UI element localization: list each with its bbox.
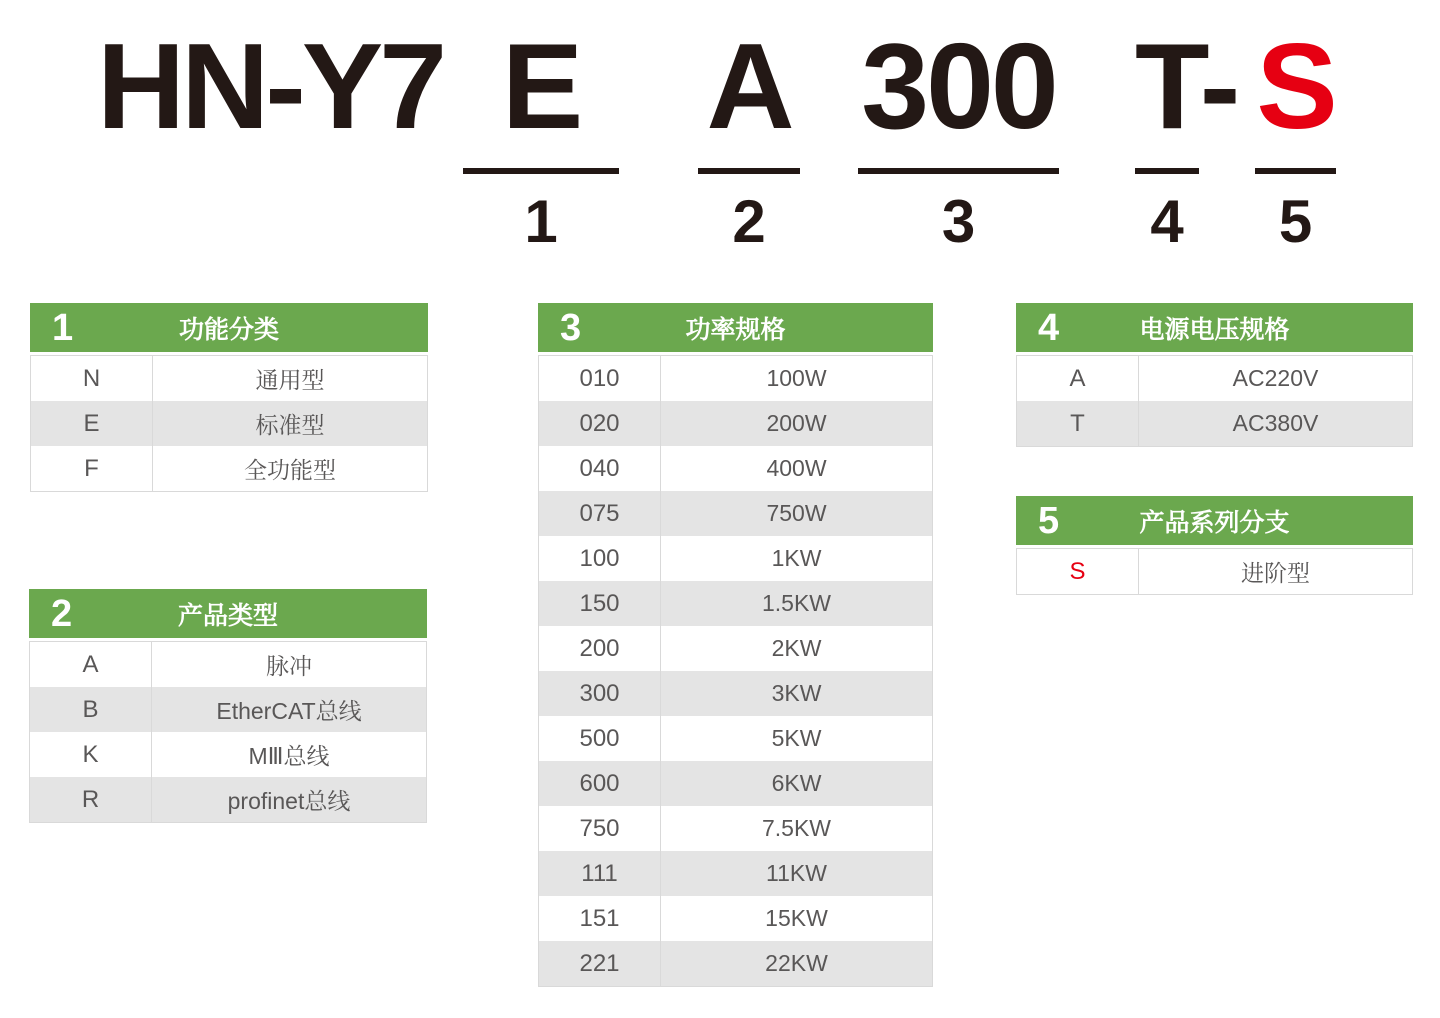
table-row	[30, 687, 426, 732]
row-description: AC220V	[1138, 356, 1412, 401]
row-description: 400W	[660, 446, 932, 491]
table-header-title: 功能分类	[178, 315, 279, 344]
row-code: T	[1070, 409, 1085, 437]
row-code: E	[83, 409, 100, 437]
table-row	[31, 401, 427, 446]
segment-number: 1	[524, 188, 558, 255]
table-header-number: 2	[51, 592, 73, 635]
row-description: profinet总线	[151, 777, 426, 822]
row-code: 111	[581, 859, 618, 887]
row-description: 脉冲	[151, 642, 426, 687]
table-row	[31, 446, 427, 491]
segment-underline	[463, 168, 619, 174]
table-body	[538, 355, 933, 987]
segment-underline	[1255, 168, 1336, 174]
table-row	[30, 732, 426, 777]
table-row	[1017, 549, 1412, 594]
row-description: 7.5KW	[660, 806, 932, 851]
segment-number: 4	[1150, 188, 1184, 255]
row-description: 3KW	[660, 671, 932, 716]
row-description: 1.5KW	[660, 581, 932, 626]
row-description: 15KW	[660, 896, 932, 941]
row-description: 5KW	[660, 716, 932, 761]
segment-underline	[1135, 168, 1199, 174]
table-row	[539, 446, 932, 491]
row-description: 6KW	[660, 761, 932, 806]
row-description: 11KW	[660, 851, 932, 896]
model-segment-2	[698, 0, 800, 255]
row-description: MⅢ总线	[151, 732, 426, 777]
table-row	[30, 642, 426, 687]
table-header	[1016, 303, 1413, 352]
model-code-header	[0, 0, 1440, 265]
row-code: 600	[579, 769, 620, 797]
table-header	[1016, 496, 1413, 545]
row-code: N	[82, 364, 101, 392]
table-row	[539, 626, 932, 671]
table-header-title: 功率规格	[685, 315, 786, 344]
row-code: 075	[579, 499, 620, 527]
table-header	[29, 589, 427, 638]
segment-underline	[858, 168, 1059, 174]
row-code: 010	[579, 364, 620, 392]
row-description: 22KW	[660, 941, 932, 986]
row-description: 2KW	[660, 626, 932, 671]
row-code: F	[84, 454, 99, 482]
table-body	[1016, 548, 1413, 595]
table-row	[539, 851, 932, 896]
segment-code: E	[501, 18, 581, 154]
model-segment-5	[1255, 0, 1336, 255]
segment-code: 300	[861, 18, 1056, 154]
model-segment-4	[1135, 0, 1238, 255]
legend-table-function-class	[30, 303, 428, 492]
row-code: 750	[579, 814, 620, 842]
table-row	[539, 491, 932, 536]
table-header	[538, 303, 933, 352]
row-description: AC380V	[1138, 401, 1412, 446]
segment-underline	[698, 168, 800, 174]
row-code: A	[1069, 364, 1086, 392]
table-header-number: 1	[52, 306, 74, 349]
table-row	[1017, 401, 1412, 446]
table-row	[539, 356, 932, 401]
row-code: 040	[579, 454, 620, 482]
row-description: 进阶型	[1138, 549, 1412, 594]
legend-table-product-type	[29, 589, 427, 823]
row-code: 020	[579, 409, 620, 437]
table-body	[30, 355, 428, 492]
row-code: A	[82, 650, 99, 678]
table-header-title: 产品类型	[177, 601, 278, 630]
legend-table-voltage-spec	[1016, 303, 1413, 447]
table-row	[539, 806, 932, 851]
row-description: 标准型	[152, 401, 427, 446]
legend-table-power-spec	[538, 303, 933, 987]
table-header-number: 4	[1038, 306, 1060, 349]
row-code: S	[1069, 557, 1086, 585]
table-header	[30, 303, 428, 352]
table-row	[539, 671, 932, 716]
table-row	[539, 536, 932, 581]
row-code: 150	[579, 589, 620, 617]
row-description: 200W	[660, 401, 932, 446]
table-header-title: 产品系列分支	[1139, 508, 1290, 537]
table-row	[539, 761, 932, 806]
table-header-title: 电源电压规格	[1139, 315, 1290, 344]
row-description: 100W	[660, 356, 932, 401]
table-row	[31, 356, 427, 401]
table-body	[29, 641, 427, 823]
row-code: R	[81, 785, 100, 813]
row-code: 151	[579, 904, 620, 932]
row-code: B	[82, 695, 99, 723]
table-header-number: 5	[1038, 499, 1060, 542]
table-row	[30, 777, 426, 822]
row-description: 750W	[660, 491, 932, 536]
model-segment-1	[463, 0, 619, 255]
row-code: 300	[579, 679, 620, 707]
segment-number: 2	[732, 188, 766, 255]
row-description: 通用型	[152, 356, 427, 401]
row-description: 1KW	[660, 536, 932, 581]
table-body	[1016, 355, 1413, 447]
model-prefix: HN-Y7	[97, 18, 444, 154]
table-header-number: 3	[560, 306, 582, 349]
row-code: 221	[579, 949, 620, 977]
segment-code: A	[706, 18, 792, 154]
segment-number: 5	[1278, 188, 1313, 255]
table-row	[539, 941, 932, 986]
model-segment-3	[858, 0, 1059, 255]
table-row	[1017, 356, 1412, 401]
row-code: 100	[579, 544, 620, 572]
legend-table-series-branch	[1016, 496, 1413, 595]
row-code: K	[82, 740, 99, 768]
table-row	[539, 581, 932, 626]
segment-number: 3	[941, 188, 976, 255]
row-code: 500	[579, 724, 620, 752]
row-description: 全功能型	[152, 446, 427, 491]
segment-code: T-	[1135, 18, 1238, 154]
table-row	[539, 716, 932, 761]
row-description: EtherCAT总线	[151, 687, 426, 732]
segment-code: S	[1256, 18, 1335, 154]
table-row	[539, 896, 932, 941]
table-row	[539, 401, 932, 446]
row-code: 200	[579, 634, 620, 662]
